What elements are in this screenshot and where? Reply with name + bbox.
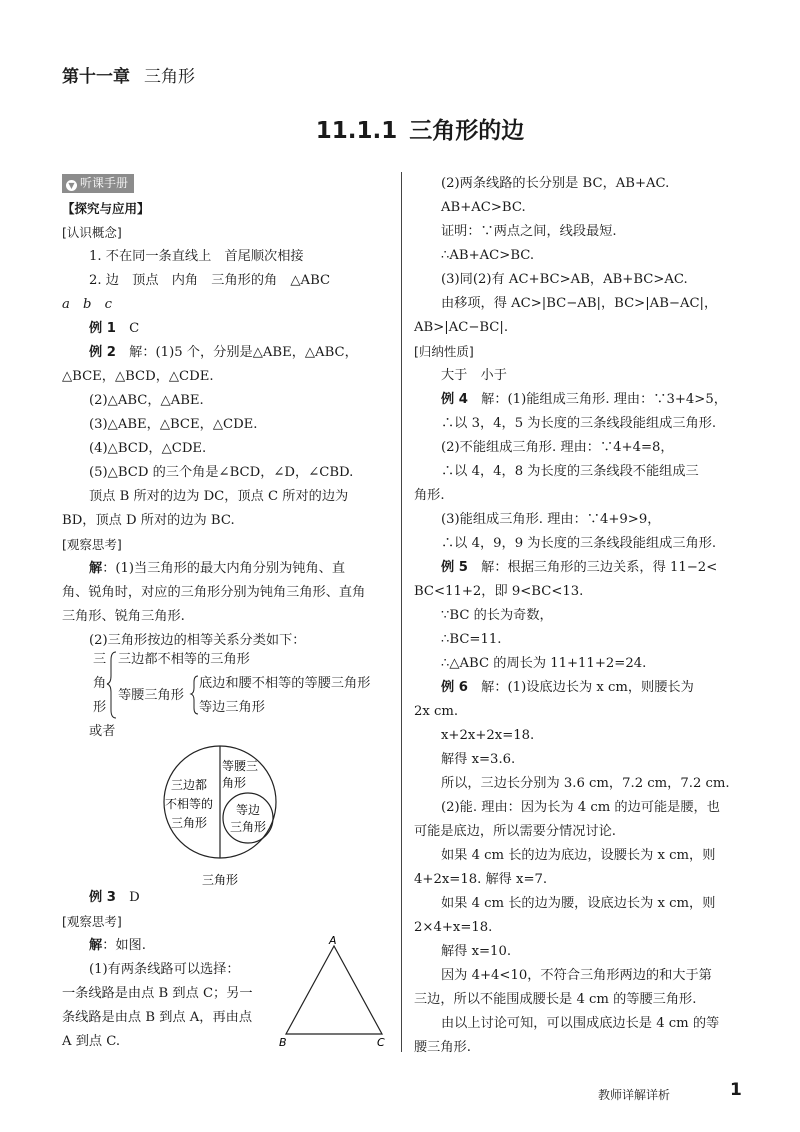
solution-label: 解 [89, 561, 103, 576]
text-line: 顶点 B 所对的边为 DC，顶点 C 所对的边为 [89, 489, 349, 504]
text-line: 角形. [414, 488, 445, 503]
text-line: 解：根据三角形的三边关系，得 11−2< [467, 560, 718, 575]
text-line: ∴以 4，4，8 为长度的三条线段不能组成三 [441, 464, 699, 479]
text-line: 因为 4+4<10，不符合三角形两边的和大于第 [441, 968, 712, 983]
example-label: 例 1 [89, 321, 116, 336]
text-line: 解得 x=10. [441, 944, 512, 959]
text-line: 三边，所以不能围成腰长是 4 cm 的等腰三角形. [414, 992, 697, 1007]
subsection-heading: [观察思考] [62, 914, 122, 929]
venn-label: 三角形 [171, 816, 208, 830]
venn-caption: 三角形 [202, 873, 239, 887]
vertex-label: B [279, 1036, 287, 1049]
cls-item: 三边都不相等的三角形 [118, 652, 250, 667]
text-line: 4+2x=18. 解得 x=7. [414, 872, 548, 887]
text-line: (3)能组成三角形. 理由：∵4+9>9， [441, 512, 661, 527]
vertex-label: A [329, 934, 337, 947]
subsection-heading: [认识概念] [62, 225, 122, 240]
venn-label: 等腰三 [222, 759, 259, 773]
text-line: 可能是底边，所以需要分情况讨论. [414, 824, 617, 839]
text-line: 或者 [89, 724, 116, 739]
text-line: A 到点 C. [62, 1034, 121, 1049]
venn-label: 三角形 [230, 820, 267, 834]
text-line: 解：(1)设底边长为 x cm，则腰长为 [467, 680, 694, 695]
text-line: 如果 4 cm 长的边为腰，设底边长为 x cm，则 [441, 896, 716, 911]
text-line: (2)△ABC，△ABE. [89, 393, 204, 408]
text-line: 所以，三边长分别为 3.6 cm，7.2 cm，7.2 cm. [441, 776, 730, 791]
cls-char: 三 [93, 652, 107, 667]
text-line: ∴以 4，9，9 为长度的三条线段能组成三角形. [441, 536, 717, 551]
lecture-badge: ▼ 听课手册 [62, 174, 134, 193]
chapter-label: 第十一章 [62, 67, 130, 87]
text-line: 一条线路是由点 B 到点 C；另一 [62, 986, 253, 1001]
triangle-abc [286, 946, 382, 1034]
text-line: AB+AC>BC. [441, 200, 526, 215]
inner-circle [223, 793, 273, 843]
example-label: 例 2 [89, 345, 116, 360]
text-line: AB>|AC−BC|. [414, 320, 509, 335]
solution-label: 解 [89, 938, 103, 953]
text-line: D [115, 890, 140, 905]
text-line: 由移项，得 AC>|BC−AB|，BC>|AB−AC|， [441, 296, 718, 311]
text-line: 条线路是由点 B 到点 A，再由点 [62, 1010, 253, 1025]
text-line: (1)有两条线路可以选择： [89, 962, 240, 977]
text-line: x+2x+2x=18. [441, 728, 535, 743]
page-title [0, 112, 800, 145]
text-line: (5)△BCD 的三个角是∠BCD，∠D，∠CBD. [89, 465, 354, 480]
text-line: a b c [62, 297, 113, 312]
text-line: 如果 4 cm 长的边为底边，设腰长为 x cm，则 [441, 848, 716, 863]
text-line: 解：(1)5 个，分别是△ABE，△ABC， [115, 345, 358, 360]
text-line: C [115, 321, 140, 336]
text-line: ∵BC 的长为奇数， [441, 608, 553, 623]
text-line: 由以上讨论可知，可以围成底边长是 4 cm 的等 [441, 1016, 720, 1031]
venn-label: 三边都 [171, 778, 208, 792]
text-line: BC<11+2，即 9<BC<13. [414, 584, 584, 599]
text-line: 证明：∵两点之间，线段最短. [441, 224, 617, 239]
venn-label: 不相等的 [165, 797, 214, 811]
text-line: 1. 不在同一条直线上 首尾顺次相接 [89, 249, 304, 264]
subsection-heading: [归纳性质] [414, 344, 474, 359]
footer-text: 教师详解详析 [598, 1088, 671, 1102]
chapter-title: 三角形 [144, 67, 195, 87]
text-line: 2×4+x=18. [414, 920, 493, 935]
subsection-heading: [观察思考] [62, 537, 122, 552]
cls-char: 形 [93, 700, 107, 715]
text-line: 2. 边 顶点 内角 三角形的角 △ABC [89, 273, 331, 288]
text-line: △BCE，△BCD，△CDE. [62, 369, 214, 384]
example-label: 例 3 [89, 890, 116, 905]
venn-label: 角形 [222, 776, 247, 790]
venn-label: 等边 [236, 803, 261, 817]
cls-item: 等腰三角形 [118, 688, 184, 703]
text-line: ：如图. [102, 938, 146, 953]
triangle-figure [276, 934, 392, 1050]
text-line: (2)能. 理由：因为长为 4 cm 的边可能是腰，也 [441, 800, 720, 815]
chapter-heading [62, 62, 195, 87]
text-line: ∴BC=11. [441, 632, 502, 647]
example-label: 例 5 [441, 560, 468, 575]
text-line: (4)△BCD，△CDE. [89, 441, 207, 456]
text-line: (2)三角形按边的相等关系分类如下： [89, 633, 306, 648]
vertex-label: C [377, 1036, 385, 1049]
cls-item: 底边和腰不相等的等腰三角形 [199, 676, 371, 691]
text-line: BD，顶点 D 所对的边为 BC. [62, 513, 235, 528]
right-column [414, 172, 744, 1060]
example-label: 例 4 [441, 392, 468, 407]
text-line: (3)△ABE，△BCE，△CDE. [89, 417, 258, 432]
text-line: 2x cm. [414, 704, 459, 719]
text-line: 腰三角形. [414, 1040, 471, 1055]
text-line: 三角形、锐角三角形. [62, 609, 185, 624]
text-line: 角、锐角时，对应的三角形分别为钝角三角形、直角 [62, 585, 366, 600]
text-line: ∴AB+AC>BC. [441, 248, 535, 263]
text-line: ：(1)当三角形的最大内角分别为钝角、直 [102, 561, 346, 576]
text-line: (2)两条线路的长分别是 BC，AB+AC. [441, 176, 670, 191]
example-label: 例 6 [441, 680, 468, 695]
left-column [62, 172, 402, 653]
text-line: ∴△ABC 的周长为 11+11+2=24. [441, 656, 647, 671]
section-title: 三角形的边 [409, 118, 525, 144]
text-line: 大于 小于 [441, 368, 507, 383]
section-number: 11.1.1 [315, 118, 398, 144]
text-line: 解得 x=3.6. [441, 752, 516, 767]
section-heading: 【探究与应用】 [62, 201, 150, 216]
cls-char: 角 [93, 676, 107, 691]
text-line: (3)同(2)有 AC+BC>AB，AB+BC>AC. [441, 272, 688, 287]
text-line: 解：(1)能组成三角形. 理由：∵3+4>5， [467, 392, 727, 407]
text-line: ∴以 3，4，5 为长度的三条线段能组成三角形. [441, 416, 717, 431]
play-icon: ▼ [66, 180, 77, 191]
text-line: (2)不能组成三角形. 理由：∵4+4=8， [441, 440, 674, 455]
page-number: 1 [730, 1080, 742, 1100]
cls-item: 等边三角形 [199, 700, 265, 715]
venn-diagram [160, 738, 280, 890]
